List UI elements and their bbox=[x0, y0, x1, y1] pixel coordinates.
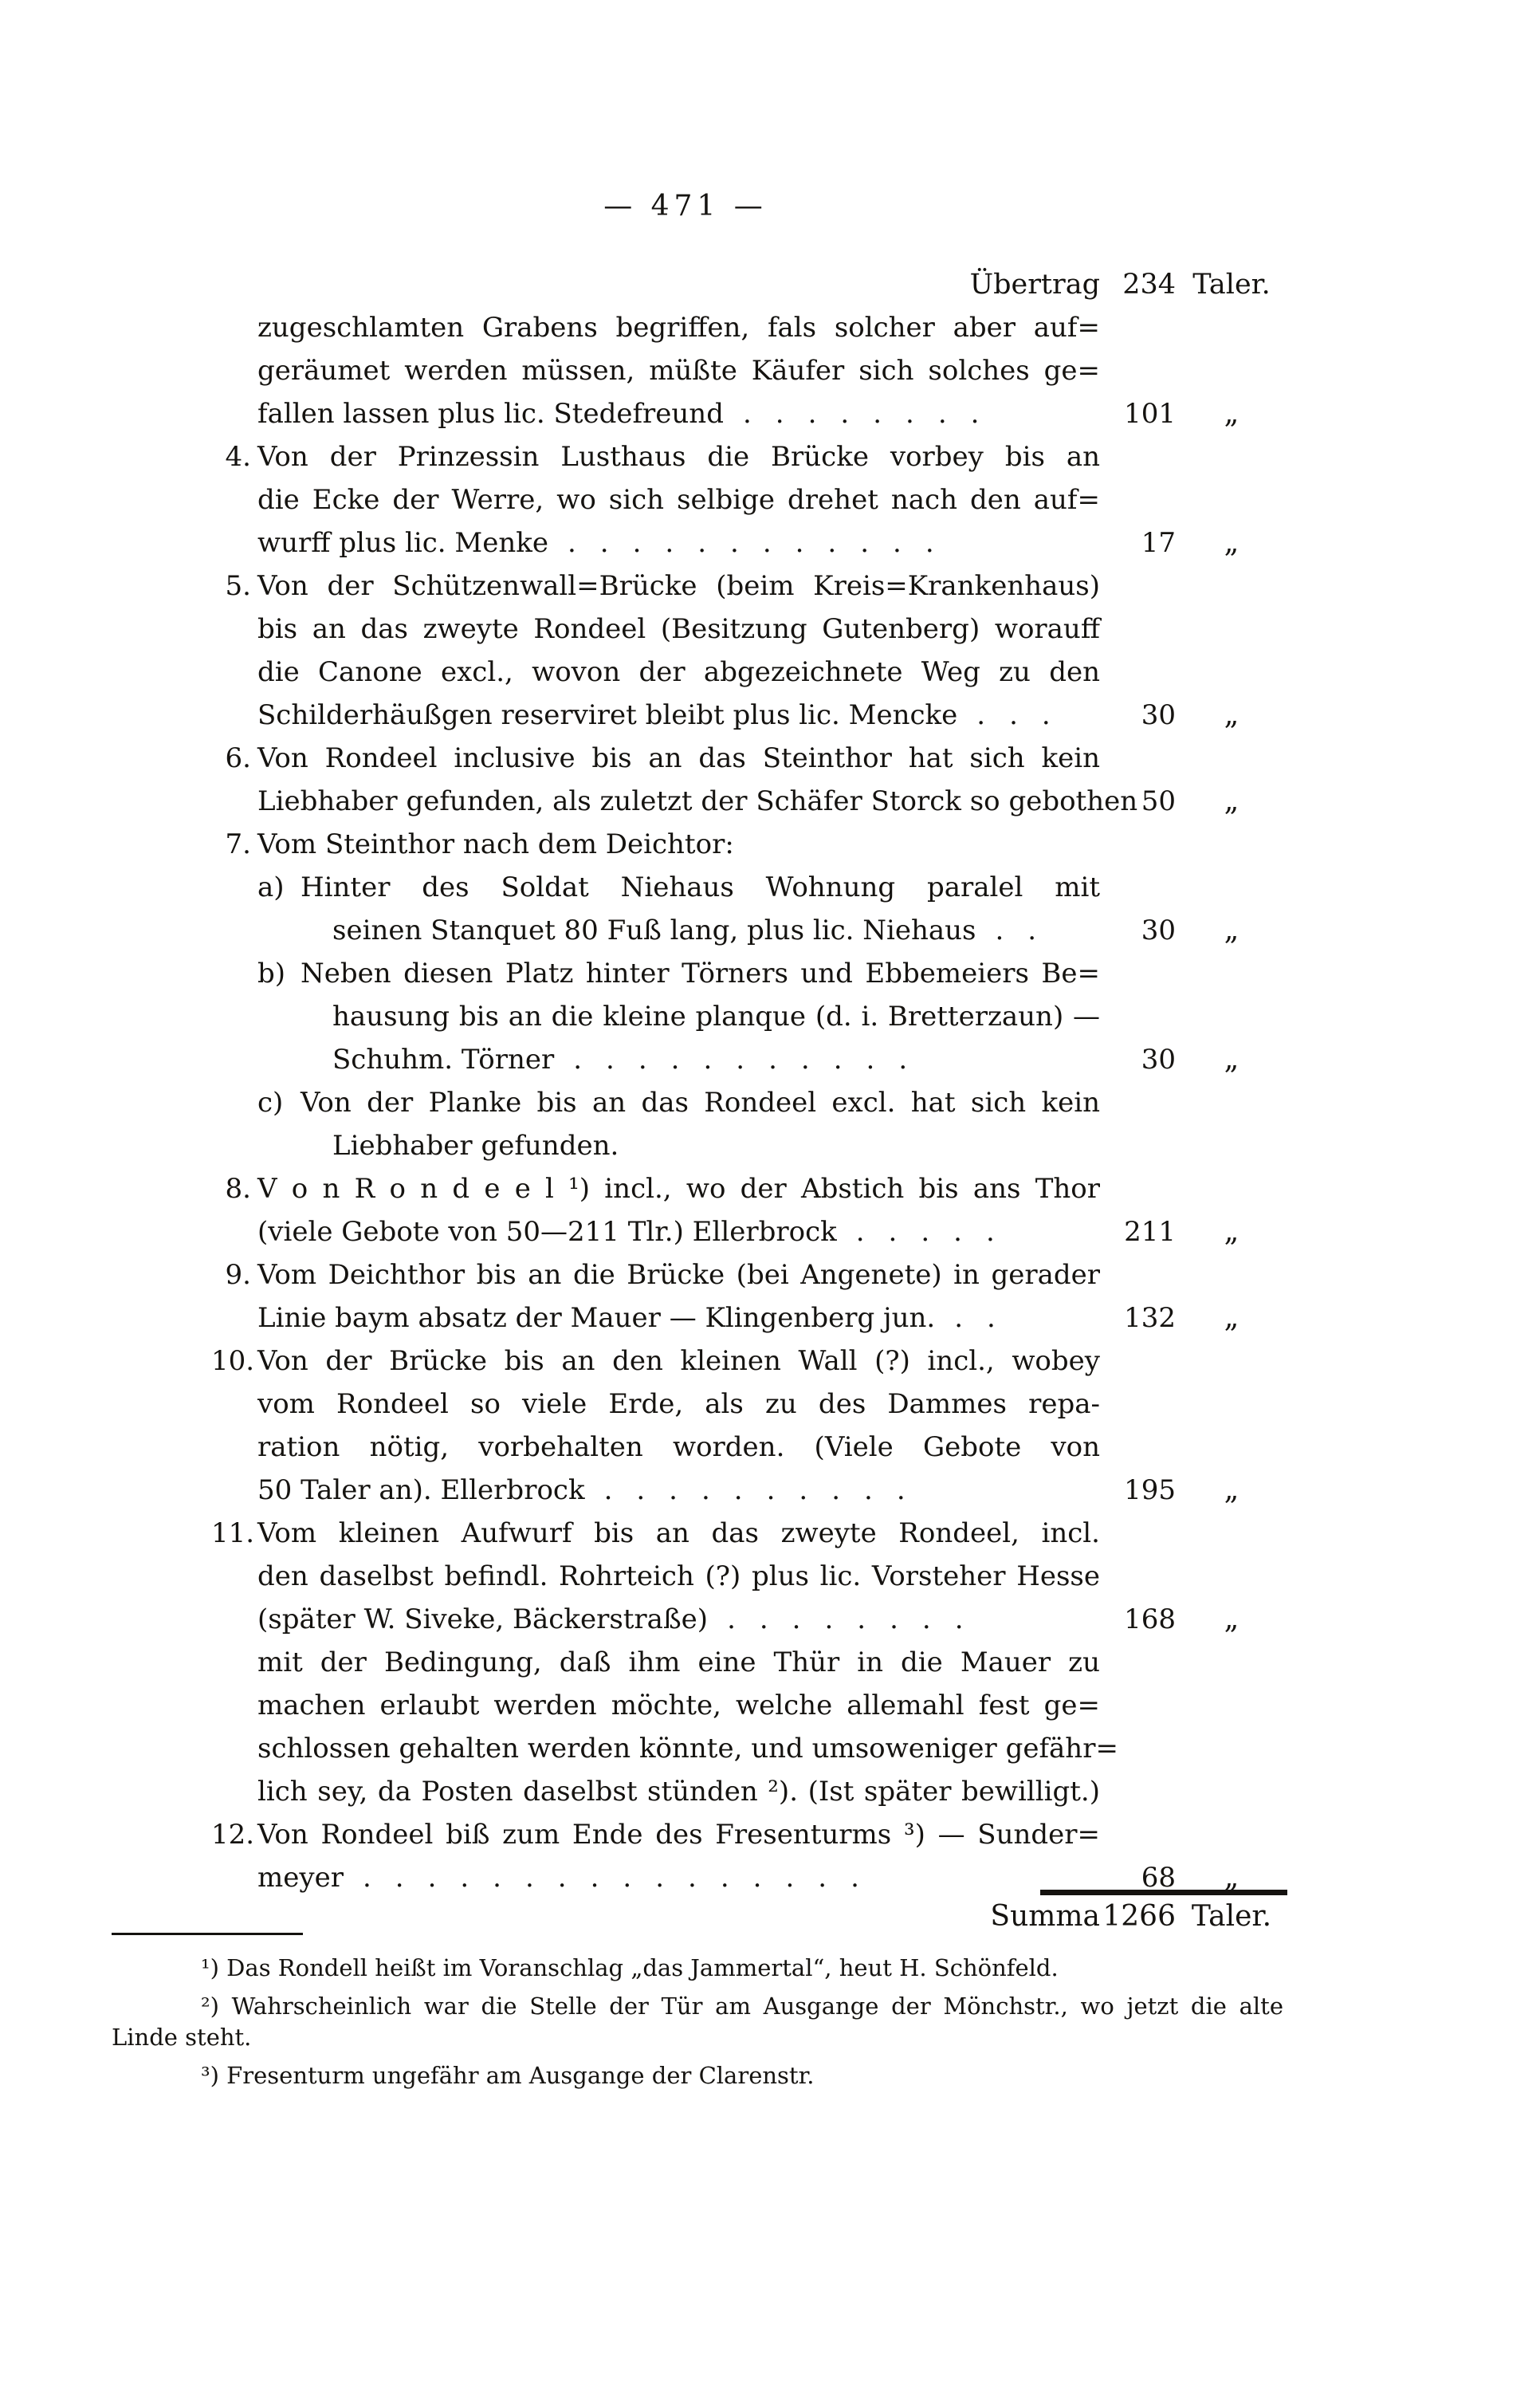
amount-value bbox=[1100, 1383, 1176, 1426]
footnote: ¹) Das Rondell heißt im Voranschlag „das Jammertal“, heut H. Schönfeld. bbox=[201, 1954, 1059, 1981]
amount-value bbox=[1100, 1555, 1176, 1598]
line-text: seinen Stanquet 80 Fuß lang, plus lic. Niehaus .. bbox=[332, 915, 1061, 946]
ditto-mark bbox=[1176, 1727, 1287, 1770]
footnote: ²) Wahrscheinlich war die Stelle der Tür am Ausgange der Mönchstr., wo jetzt die alte Linde steht. bbox=[112, 1993, 1283, 2051]
ledger-line bbox=[211, 694, 1287, 737]
amount-value: 101 bbox=[1124, 398, 1176, 430]
ledger-line bbox=[211, 478, 1287, 521]
ledger-line bbox=[211, 435, 1287, 478]
leader-dots: .. bbox=[954, 1302, 1019, 1334]
line-text: V o n R o n d e e l ¹) incl., wo der Abstich bis ans Thor bbox=[257, 1173, 1100, 1205]
amount-value bbox=[1100, 1727, 1176, 1770]
leader-dots: ........... bbox=[573, 1044, 932, 1076]
line-text: die Ecke der Werre, wo sich selbige drehet nach den auf= bbox=[257, 484, 1100, 516]
ledger-line bbox=[211, 1684, 1287, 1727]
ledger-line bbox=[211, 521, 1287, 565]
footnote-list bbox=[112, 1953, 1283, 2091]
line-text: Liebhaber gefunden, als zuletzt der Schäfer Storck so gebothen bbox=[257, 785, 1138, 817]
amount-value bbox=[1100, 608, 1176, 651]
item-number bbox=[211, 392, 251, 435]
item-number bbox=[211, 866, 251, 909]
ledger-line bbox=[211, 349, 1287, 392]
ledger-line bbox=[211, 995, 1287, 1038]
ditto-mark: „ bbox=[1224, 1215, 1239, 1248]
item-number bbox=[211, 1770, 251, 1813]
amount-value bbox=[1100, 565, 1176, 608]
line-text: a) Hinter des Soldat Niehaus Wohnung paralel mit bbox=[251, 866, 1100, 909]
item-number: 11. bbox=[211, 1517, 255, 1549]
ditto-mark bbox=[1176, 1124, 1287, 1167]
carry-label: Übertrag bbox=[969, 269, 1100, 301]
leader-dots: ... bbox=[976, 699, 1074, 731]
item-number bbox=[211, 780, 251, 823]
ledger-line bbox=[211, 651, 1287, 694]
line-text: geräumet werden müssen, müßte Käufer sich solches ge= bbox=[257, 355, 1100, 387]
line-text: Von der Brücke bis an den kleinen Wall (?) incl., wobey bbox=[257, 1345, 1100, 1377]
amount-value: 132 bbox=[1124, 1302, 1176, 1334]
ledger-line bbox=[211, 1555, 1287, 1598]
line-text: 50 Taler an). Ellerbrock .......... bbox=[257, 1474, 929, 1506]
ditto-mark: „ bbox=[1224, 397, 1239, 430]
carry-unit: Taler. bbox=[1192, 269, 1271, 301]
amount-value bbox=[1100, 349, 1176, 392]
line-text: Linie baym absatz der Mauer — Klingenberg jun. .. bbox=[257, 1302, 1019, 1334]
leader-dots: ........ bbox=[727, 1603, 988, 1635]
page-number: — 471 — bbox=[603, 190, 768, 222]
ledger-line bbox=[211, 1038, 1287, 1081]
item-number bbox=[211, 306, 251, 349]
line-text: c) Von der Planke bis an das Rondeel excl. hat sich kein bbox=[251, 1081, 1100, 1124]
amount-value: 50 bbox=[1141, 785, 1176, 817]
item-number bbox=[211, 1727, 251, 1770]
amount-value: 195 bbox=[1124, 1474, 1176, 1506]
sub-item-letter: a) bbox=[257, 871, 285, 903]
ditto-mark bbox=[1176, 1770, 1287, 1813]
line-text: lich sey, da Posten daselbst stünden ²). (Ist später bewilligt.) bbox=[257, 1776, 1100, 1808]
line-text: (später W. Siveke, Bäckerstraße) ........ bbox=[257, 1603, 988, 1635]
ditto-mark bbox=[1176, 1813, 1287, 1856]
line-text: zugeschlamten Grabens begriffen, fals solcher aber auf= bbox=[257, 312, 1100, 344]
line-text: (viele Gebote von 50—211 Tlr.) Ellerbrock ..... bbox=[257, 1216, 1019, 1248]
ledger-line bbox=[211, 1383, 1287, 1426]
item-number: 4. bbox=[225, 441, 251, 473]
amount-value bbox=[1100, 1081, 1176, 1124]
item-number bbox=[211, 952, 251, 995]
amount-value bbox=[1100, 1167, 1176, 1210]
item-number: 6. bbox=[225, 742, 251, 774]
item-number bbox=[211, 1895, 251, 1938]
line-text: Von Rondeel biß zum Ende des Fresenturms ³) — Sunder= bbox=[257, 1819, 1100, 1851]
ditto-mark bbox=[1176, 866, 1287, 909]
ditto-mark bbox=[1176, 995, 1287, 1038]
carry-forward-line bbox=[211, 263, 1287, 306]
ledger-lines bbox=[211, 306, 1287, 1899]
item-number bbox=[211, 1081, 251, 1124]
ditto-mark bbox=[1176, 1512, 1287, 1555]
item-number: 5. bbox=[225, 570, 251, 602]
amount-value bbox=[1100, 435, 1176, 478]
leader-dots: ..... bbox=[855, 1216, 1019, 1248]
line-text: vom Rondeel so viele Erde, als zu des Dammes repa- bbox=[257, 1388, 1100, 1420]
line-text: bis an das zweyte Rondeel (Besitzung Gutenberg) worauff bbox=[257, 613, 1100, 645]
sub-item-letter: c) bbox=[257, 1087, 284, 1119]
line-text: ration nötig, vorbehalten worden. (Viele Gebote von bbox=[257, 1431, 1100, 1463]
ditto-mark bbox=[1176, 349, 1287, 392]
item-number bbox=[211, 521, 251, 565]
ditto-mark: „ bbox=[1224, 698, 1239, 731]
ditto-mark bbox=[1176, 1555, 1287, 1598]
line-text: schlossen gehalten werden könnte, und umsoweniger gefähr= bbox=[257, 1733, 1118, 1764]
ditto-mark bbox=[1176, 435, 1287, 478]
ledger-line bbox=[211, 565, 1287, 608]
total-unit: Taler. bbox=[1191, 1900, 1272, 1933]
ledger-line bbox=[211, 1296, 1287, 1340]
ledger-line bbox=[211, 1813, 1287, 1856]
line-text: Von Rondeel inclusive bis an das Steinthor hat sich kein bbox=[257, 742, 1100, 774]
item-number bbox=[211, 694, 251, 737]
line-text: hausung bis an die kleine planque (d. i. Bretterzaun) — bbox=[332, 1001, 1100, 1033]
line-text: Von der Prinzessin Lusthaus die Brücke vorbey bis an bbox=[257, 441, 1100, 473]
item-number bbox=[211, 1684, 251, 1727]
ledger-line bbox=[211, 1727, 1287, 1770]
footnotes bbox=[112, 1933, 1283, 2099]
ledger-line bbox=[211, 1856, 1287, 1899]
ledger-line bbox=[211, 1167, 1287, 1210]
line-text: mit der Bedingung, daß ihm eine Thür in die Mauer zu bbox=[257, 1646, 1100, 1678]
ditto-mark: „ bbox=[1224, 1473, 1239, 1506]
ledger-line bbox=[211, 392, 1287, 435]
leader-dots: ................ bbox=[362, 1862, 883, 1894]
line-text: Liebhaber gefunden. bbox=[332, 1130, 619, 1162]
item-number bbox=[211, 1210, 251, 1253]
amount-value bbox=[1100, 1340, 1176, 1383]
amount-value: 68 bbox=[1141, 1862, 1176, 1894]
total-amount: 1266 bbox=[1102, 1900, 1176, 1933]
ledger-line bbox=[211, 780, 1287, 823]
footnote: ³) Fresenturm ungefähr am Ausgange der Clarenstr. bbox=[201, 2062, 815, 2089]
ditto-mark bbox=[1176, 1641, 1287, 1684]
item-number: 9. bbox=[225, 1259, 251, 1291]
line-text: Von der Schützenwall=Brücke (beim Kreis=Krankenhaus) bbox=[257, 570, 1100, 602]
sub-item-letter: b) bbox=[257, 958, 286, 989]
leader-dots: .. bbox=[995, 915, 1061, 946]
line-text: fallen lassen plus lic. Stedefreund ........ bbox=[257, 398, 1004, 430]
amount-value bbox=[1100, 866, 1176, 909]
total-label: Summa bbox=[990, 1900, 1100, 1933]
ledger-line bbox=[211, 1340, 1287, 1383]
ledger-line bbox=[211, 909, 1287, 952]
amount-value bbox=[1100, 1426, 1176, 1469]
item-number: 7. bbox=[225, 828, 251, 860]
item-number bbox=[211, 909, 251, 952]
ledger-line bbox=[211, 952, 1287, 995]
amount-value bbox=[1100, 952, 1176, 995]
line-text: Vom kleinen Aufwurf bis an das zweyte Rondeel, incl. bbox=[257, 1517, 1100, 1549]
amount-value bbox=[1100, 306, 1176, 349]
total-line bbox=[211, 1895, 1287, 1938]
item-number bbox=[211, 608, 251, 651]
footnote-separator bbox=[112, 1933, 303, 1935]
ditto-mark bbox=[1176, 737, 1287, 780]
amount-value: 168 bbox=[1124, 1603, 1176, 1635]
amount-value bbox=[1100, 737, 1176, 780]
amount-value bbox=[1100, 1684, 1176, 1727]
ledger-line bbox=[211, 823, 1287, 866]
ditto-mark bbox=[1176, 1253, 1287, 1296]
amount-value: 30 bbox=[1141, 1044, 1176, 1076]
item-number: 8. bbox=[225, 1173, 251, 1205]
ditto-mark bbox=[1176, 608, 1287, 651]
item-number bbox=[211, 478, 251, 521]
ledger-line bbox=[211, 1081, 1287, 1124]
item-number: 12. bbox=[211, 1819, 255, 1851]
item-number bbox=[211, 995, 251, 1038]
ditto-mark: „ bbox=[1224, 1603, 1239, 1635]
line-text: Schuhm. Törner ........... bbox=[332, 1044, 932, 1076]
ledger-line bbox=[211, 1124, 1287, 1167]
ledger-line bbox=[211, 1641, 1287, 1684]
line-text: machen erlaubt werden möchte, welche allemahl fest ge= bbox=[257, 1690, 1100, 1721]
line-text: b) Neben diesen Platz hinter Törners und Ebbemeiers Be= bbox=[251, 952, 1100, 995]
item-number bbox=[211, 1856, 251, 1899]
ledger-line bbox=[211, 608, 1287, 651]
amount-value bbox=[1100, 478, 1176, 521]
ditto-mark bbox=[1176, 306, 1287, 349]
line-text: Vom Deichthor bis an die Brücke (bei Angenete) in gerader bbox=[257, 1259, 1100, 1291]
ditto-mark: „ bbox=[1224, 1861, 1239, 1894]
ditto-mark: „ bbox=[1224, 785, 1239, 817]
ditto-mark bbox=[1176, 1167, 1287, 1210]
line-text: Vom Steinthor nach dem Deichtor: bbox=[257, 828, 734, 860]
item-number bbox=[211, 1296, 251, 1340]
ditto-mark bbox=[1176, 1081, 1287, 1124]
ditto-mark: „ bbox=[1224, 1301, 1239, 1334]
amount-value bbox=[1100, 1512, 1176, 1555]
item-number bbox=[211, 1426, 251, 1469]
ditto-mark bbox=[1176, 1426, 1287, 1469]
ledger-line bbox=[211, 1469, 1287, 1512]
item-number bbox=[211, 349, 251, 392]
amount-value bbox=[1100, 1813, 1176, 1856]
amount-value bbox=[1100, 823, 1176, 866]
leader-dots: .......... bbox=[603, 1474, 929, 1506]
amount-value: 30 bbox=[1141, 915, 1176, 946]
amount-value bbox=[1100, 1124, 1176, 1167]
ditto-mark bbox=[1176, 823, 1287, 866]
ledger bbox=[211, 263, 1287, 1938]
leader-dots: ........ bbox=[742, 398, 1004, 430]
ledger-line bbox=[211, 1426, 1287, 1469]
item-number bbox=[211, 1598, 251, 1641]
ledger-line bbox=[211, 1253, 1287, 1296]
ditto-mark bbox=[1176, 565, 1287, 608]
ditto-mark: „ bbox=[1224, 914, 1239, 946]
ledger-line bbox=[211, 1770, 1287, 1813]
ditto-mark bbox=[1176, 952, 1287, 995]
ditto-mark bbox=[1176, 1383, 1287, 1426]
item-number bbox=[211, 1124, 251, 1167]
item-number bbox=[211, 1038, 251, 1081]
item-number bbox=[211, 1469, 251, 1512]
amount-value bbox=[1100, 1253, 1176, 1296]
item-number bbox=[211, 1383, 251, 1426]
item-number: 10. bbox=[211, 1345, 255, 1377]
item-number bbox=[211, 651, 251, 694]
ledger-line bbox=[211, 1210, 1287, 1253]
amount-value bbox=[1100, 995, 1176, 1038]
line-text: wurff plus lic. Menke ............ bbox=[257, 527, 958, 559]
item-number bbox=[211, 263, 251, 306]
item-number bbox=[211, 1641, 251, 1684]
line-text: Schilderhäußgen reserviret bleibt plus lic. Mencke ... bbox=[257, 699, 1074, 731]
ditto-mark: „ bbox=[1224, 1043, 1239, 1076]
amount-value: 211 bbox=[1124, 1216, 1176, 1248]
ledger-line bbox=[211, 306, 1287, 349]
amount-value: 17 bbox=[1141, 527, 1176, 559]
carry-amount: 234 bbox=[1122, 269, 1176, 301]
leader-dots: ............ bbox=[567, 527, 958, 559]
item-number bbox=[211, 1555, 251, 1598]
amount-value bbox=[1100, 1770, 1176, 1813]
amount-value bbox=[1100, 1641, 1176, 1684]
ditto-mark bbox=[1176, 478, 1287, 521]
ledger-line bbox=[211, 1512, 1287, 1555]
ledger-line bbox=[211, 866, 1287, 909]
ditto-mark bbox=[1176, 1340, 1287, 1383]
ledger-line bbox=[211, 737, 1287, 780]
ditto-mark bbox=[1176, 1684, 1287, 1727]
amount-value bbox=[1100, 651, 1176, 694]
line-text: die Canone excl., wovon der abgezeichnete Weg zu den bbox=[257, 656, 1100, 688]
line-text: den daselbst befindl. Rohrteich (?) plus lic. Vorsteher Hesse bbox=[257, 1560, 1100, 1592]
ledger-line bbox=[211, 1598, 1287, 1641]
ditto-mark: „ bbox=[1224, 526, 1239, 559]
line-text: meyer ................ bbox=[257, 1862, 883, 1894]
ditto-mark bbox=[1176, 651, 1287, 694]
amount-value: 30 bbox=[1141, 699, 1176, 731]
